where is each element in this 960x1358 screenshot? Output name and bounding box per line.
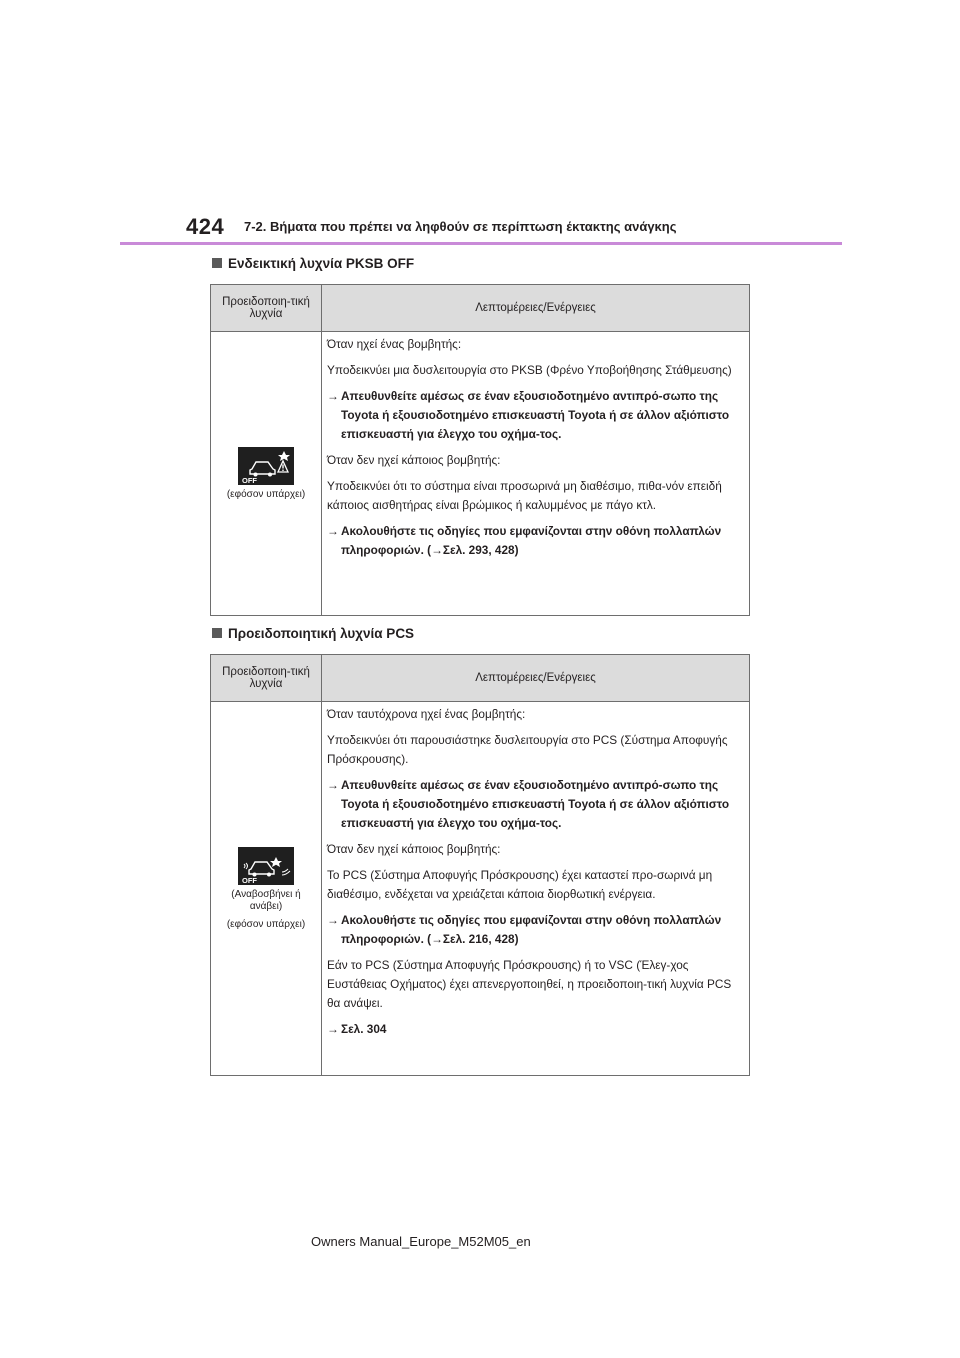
table-header-row <box>211 285 750 332</box>
action-text: → Απευθυνθείτε αμέσως σε έναν εξουσιοδοτημένο αντιπρό-σωπο της Toyota ή εξουσιοδοτημένο επισκευαστή Toyota ή σε άλλον αξιόπιστο επισκευαστή για έλεγχο του οχήμα-τος. <box>327 389 730 441</box>
arrow-right-icon: → <box>327 778 339 792</box>
col-header-details: Λεπτομέρειες/Ενέργειες <box>322 655 750 702</box>
col-header-warning-light: Προειδοποιη-τική λυχνία <box>211 655 322 702</box>
header-divider <box>120 242 842 245</box>
availability-note: (εφόσον υπάρχει) <box>226 488 306 500</box>
pcs-warning-icon <box>238 847 294 885</box>
details-cell <box>322 702 750 1076</box>
description-text: Εάν το PCS (Σύστημα Αποφυγής Πρόσκρουσης) ή το VSC (Έλεγ-χος Ευστάθειας Οχήματος) έχει απενεργοποιηθεί, η προειδοποιη-τική λυχνία PCS θα ανάψει. <box>327 958 732 1010</box>
condition-text: Όταν δεν ηχεί κάποιος βομβητής: <box>327 842 501 856</box>
blink-note: (Αναβοσβήνει ή ανάβει) <box>231 888 301 912</box>
details-cell <box>322 332 750 616</box>
arrow-right-icon: → <box>327 389 339 403</box>
arrow-right-icon: → <box>327 913 339 927</box>
table-header-row <box>211 655 750 702</box>
table-row <box>211 332 750 616</box>
condition-text: Όταν ταυτόχρονα ηχεί ένας βομβητής: <box>327 707 526 721</box>
arrow-right-icon: → <box>327 1022 339 1036</box>
action-text: → Ακολουθήστε τις οδηγίες που εμφανίζονται στην οθόνη πολλαπλών πληροφοριών. (→Σελ. 216, 428) <box>327 913 722 946</box>
pcs-heading: Προειδοποιητική λυχνία PCS <box>212 626 414 641</box>
action-text: → Απευθυνθείτε αμέσως σε έναν εξουσιοδοτημένο αντιπρό-σωπο της Toyota ή εξουσιοδοτημένο επισκευαστή Toyota ή σε άλλον αξιόπιστο επισκευαστή για έλεγχο του οχήμα-τος. <box>327 778 730 830</box>
pksb-heading: Ενδεικτική λυχνία PKSB OFF <box>212 256 414 271</box>
col-header-warning-light: Προειδοποιη-τική λυχνία <box>211 285 322 332</box>
description-text: Υποδεικνύει μια δυσλειτουργία στο PKSB (Φρένο Υποβοήθησης Στάθμευσης) <box>327 363 732 377</box>
footer-manual-id: Owners Manual_Europe_M52M05_en <box>311 1234 531 1249</box>
page-reference: → Σελ. 304 <box>327 1020 744 1039</box>
description-text: Υποδεικνύει ότι το σύστημα είναι προσωρινά μη διαθέσιμο, πιθα-νόν επειδή κάποιος αισθητήρας είναι βρώμικος ή καλυμμένος με πάγο κτλ. <box>327 479 722 512</box>
pcs-warning-table <box>210 654 750 1076</box>
warning-light-cell <box>211 332 322 616</box>
description-text: Το PCS (Σύστημα Αποφυγής Πρόσκρουσης) έχει καταστεί προ-σωρινά μη διαθέσιμο, ενδέχεται να χρειάζεται κάποια διορθωτική ενέργεια. <box>327 868 713 901</box>
svg-text:OFF: OFF <box>242 875 257 885</box>
condition-text: Όταν ηχεί ένας βομβητής: <box>327 337 462 351</box>
availability-note: (εφόσον υπάρχει) <box>226 918 306 930</box>
pksb-off-warning-icon <box>238 447 294 485</box>
col-header-details: Λεπτομέρειες/Ενέργειες <box>322 285 750 332</box>
warning-light-cell <box>211 702 322 1076</box>
svg-text:OFF: OFF <box>242 475 257 485</box>
page-number: 424 <box>186 214 225 239</box>
table-row <box>211 702 750 1076</box>
description-text: Υποδεικνύει ότι παρουσιάστηκε δυσλειτουργία στο PCS (Σύστημα Αποφυγής Πρόσκρουσης). <box>327 733 728 766</box>
condition-text: Όταν δεν ηχεί κάποιος βομβητής: <box>327 453 501 467</box>
action-text: → Ακολουθήστε τις οδηγίες που εμφανίζονται στην οθόνη πολλαπλών πληροφοριών. (→Σελ. 293, 428) <box>327 524 722 557</box>
bullet-square-icon <box>212 628 222 638</box>
bullet-square-icon <box>212 258 222 268</box>
pksb-warning-table <box>210 284 750 616</box>
section-title: 7-2. Βήματα που πρέπει να ληφθούν σε περίπτωση έκτακτης ανάγκης <box>244 219 677 234</box>
arrow-right-icon: → <box>327 524 339 538</box>
